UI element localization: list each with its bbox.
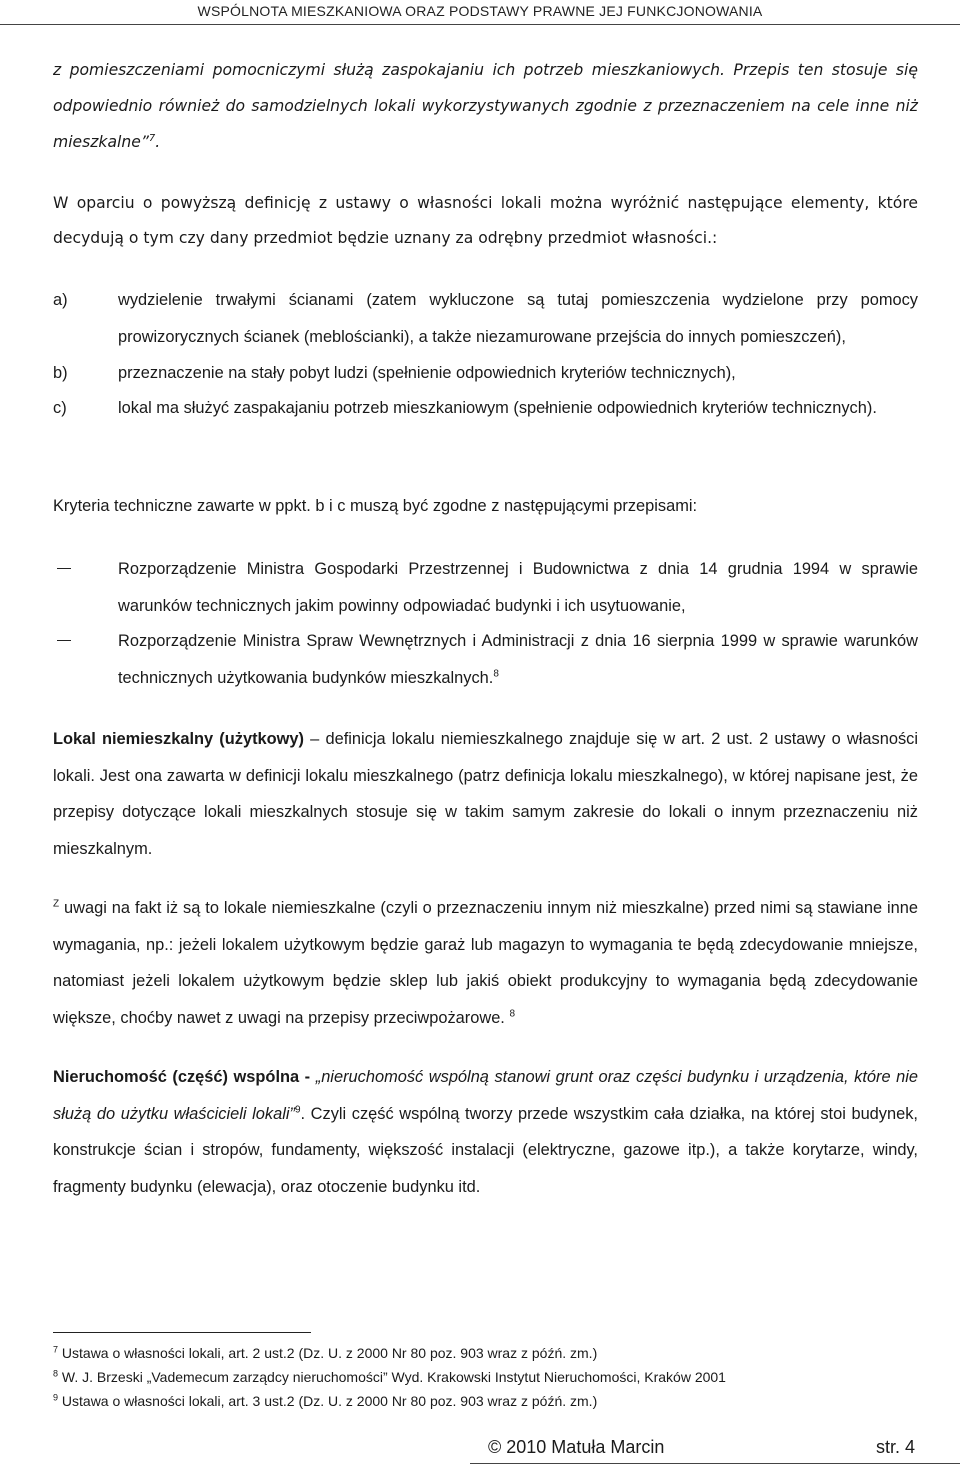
common-property-text: . Czyli część wspólną tworzy przede wszystkim cała działka, na której stoi budynek, konstrukcje ścian i stropów, fundamenty, większość instalacji (elektryczne, gazowe itp.), a także korytarze, windy, fragmenty budynku (elewacja), oraz otoczenie budynku itd. — [53, 1104, 918, 1196]
footer-rule — [470, 1463, 960, 1464]
dash-bullet — [57, 568, 71, 569]
intro-end: . — [155, 133, 161, 151]
footnote-9 — [53, 1391, 597, 1411]
footnote-number: 7 — [53, 1344, 59, 1355]
footnote-8 — [53, 1367, 726, 1387]
elements-paragraph: W oparciu o powyższą definicję z ustawy o własności lokali można wyróżnić następujące elementy, które decydują o tym czy dany przedmiot będzie uznany za odrębny przedmiot własności.: — [53, 194, 918, 247]
requirements-paragraph — [53, 890, 918, 1036]
regulation-text: Rozporządzenie Ministra Gospodarki Przestrzennej i Budownictwa z dnia 14 grudnia 1994 w sprawie warunków technicznych jakim powinny odpowiadać budynki i ich usytuowanie, — [118, 560, 918, 615]
footnote-ref-7: 7 — [148, 132, 156, 144]
requirements-text: uwagi na fakt iż są to lokale niemieszkalne (czyli o przeznaczeniu innym niż mieszkalne) przed nimi są stawiane inne wymagania, np.: jeżeli lokalem użytkowym będzie garaż lub magazyn to wymagania te będą zdecydowanie mniejsze, natomiast jeżeli lokalem użytkowym będzie sklep lub jakiś obiekt produkcyjny to wymagania będą zdecydowanie większe, choćby nawet z uwagi na przepisy przeciwpożarowe. — [53, 899, 918, 1027]
footnote-number: 8 — [53, 1368, 59, 1379]
intro-line-1: z pomieszczeniami pomocniczymi służą zaspokajaniu ich potrzeb mieszkaniowych. Przepis ten stosuje się — [53, 61, 918, 79]
footnote-ref-9: 9 — [294, 1104, 301, 1116]
footnote-text: W. J. Brzeski „Vademecum zarządcy nieruchomości” Wyd. Krakowski Instytut Nieruchomości, Kraków 2001 — [61, 1369, 726, 1385]
non-residential-text: definicja lokalu niemieszkalnego znajduje się w art. 2 ust. 2 ustawy o własności lokali. Jest ona zawarta w definicji lokalu mieszkalnego (patrz definicja lokalu mieszkalnego), w której napisane jest, że przepisy dotyczące lokali mieszkalnych stosuje się w takim samym zakresie do lokali o innym przeznaczeniu niż mieszkalnym. — [53, 730, 918, 858]
common-property-term: Nieruchomość (część) wspólna - — [53, 1068, 311, 1086]
superscript-z: Z — [53, 898, 60, 910]
regulation-text — [118, 623, 918, 696]
footer-page-number: str. 4 — [876, 1437, 916, 1457]
non-residential-paragraph — [53, 721, 918, 867]
dash-bullet — [57, 640, 71, 641]
footnote-separator — [53, 1332, 311, 1333]
footnote-number: 9 — [53, 1392, 59, 1403]
common-property-quote: „nieruchomość wspólną stanowi grunt oraz części budynku i urządzenia, które nie służą do użytku właścicieli lokali” — [53, 1068, 919, 1123]
list-item-text: wydzielenie trwałymi ścianami (zatem wykluczone są tutaj pomieszczenia wydzielone przy pomocy prowizorycznych ścianek (meblościanki), a także niezamurowane przejścia do innych pomieszczeń), — [118, 291, 918, 346]
list-marker: b) — [53, 364, 68, 382]
footnote-text: Ustawa o własności lokali, art. 3 ust.2 (Dz. U. z 2000 Nr 80 poz. 903 wraz z późń. zm.) — [61, 1393, 598, 1409]
list-item-text: lokal ma służyć zaspakajaniu potrzeb mieszkaniowym (spełnienie odpowiednich kryteriów technicznych). — [118, 399, 877, 417]
footnote-text: Ustawa o własności lokali, art. 2 ust.2 (Dz. U. z 2000 Nr 80 poz. 903 wraz z późń. zm.) — [61, 1345, 598, 1361]
non-residential-term: Lokal niemieszkalny (użytkowy) — [53, 730, 304, 748]
list-marker: c) — [53, 399, 67, 417]
footnote-7 — [53, 1343, 597, 1363]
regulation-text-body: Rozporządzenie Ministra Spraw Wewnętrznych i Administracji z dnia 16 sierpnia 1999 w sprawie warunków technicznych użytkowania budynków mieszkalnych. — [118, 632, 918, 687]
running-header: WSPÓLNOTA MIESZKANIOWA ORAZ PODSTAWY PRAWNE JEJ FUNKCJONOWANIA — [197, 3, 763, 19]
intro-line-3 — [53, 124, 918, 160]
list-item-text: przeznaczenie na stały pobyt ludzi (spełnienie odpowiednich kryteriów technicznych), — [118, 364, 736, 382]
footnote-ref-8: 8 — [493, 668, 499, 680]
intro-quote — [53, 52, 918, 160]
footer-copyright: © 2010 Matuła Marcin — [488, 1437, 665, 1457]
header-rule — [0, 24, 960, 25]
list-marker: a) — [53, 291, 68, 309]
intro-line-2: odpowiednio również do samodzielnych lokali wykorzystywanych zgodnie z przeznaczeniem na cele inne niż — [53, 97, 918, 115]
footnote-ref-8b: 8 — [509, 1008, 515, 1020]
common-property-paragraph — [53, 1059, 918, 1205]
intro-line-3-text: mieszkalne” — [53, 133, 149, 151]
term-dash: – — [304, 730, 326, 748]
technical-paragraph: Kryteria techniczne zawarte w ppkt. b i c muszą być zgodne z następującymi przepisami: — [53, 497, 698, 515]
